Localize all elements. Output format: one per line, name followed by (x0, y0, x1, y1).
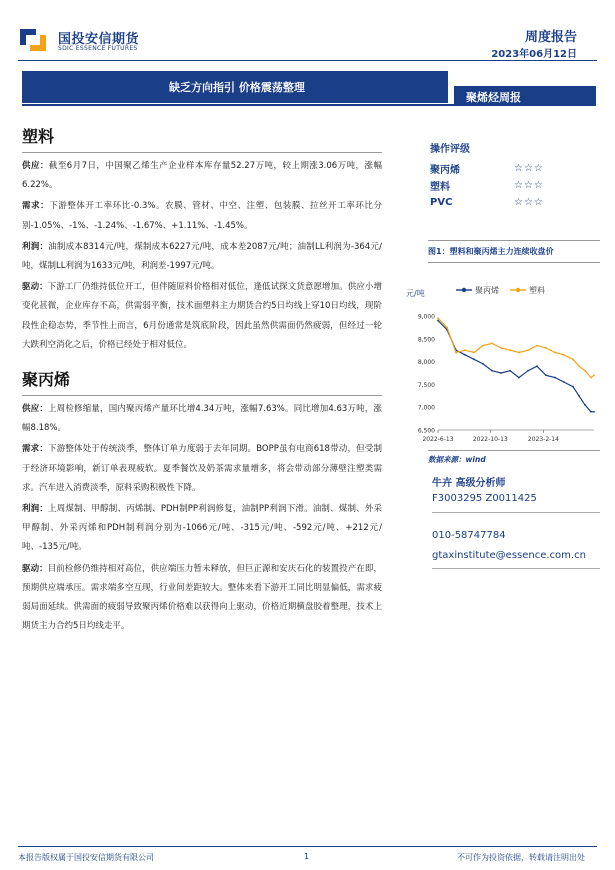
pp-profit (22, 500, 382, 558)
rating-row (430, 194, 600, 211)
data-point (491, 370, 493, 372)
para-label: 需求： (22, 444, 49, 455)
section-title-plastic: 塑料 (22, 127, 55, 146)
para-text: 截至6月7日，中国聚乙烯生产企业样本库存量52.27万吨，较上期涨3.06万吨，涨幅6.22%。 (22, 161, 382, 191)
rating-stars-icon: ☆☆☆ (514, 197, 544, 208)
data-point (554, 377, 556, 379)
y-tick-label: 8,500 (417, 336, 435, 344)
data-point (563, 381, 565, 383)
analyst-phone: 010-58747784 (432, 530, 506, 541)
data-point (578, 395, 580, 397)
data-point (509, 349, 511, 351)
footer-disclaimer: 不可作为投资依据，转载请注明出处 (457, 853, 585, 862)
rating-title: 操作评级 (430, 144, 470, 155)
plastic-profit (22, 238, 382, 276)
y-axis-unit: 元/吨 (406, 289, 425, 298)
analyst-divider (432, 512, 600, 513)
data-point (536, 345, 538, 347)
data-point (437, 320, 439, 322)
data-point (500, 372, 502, 374)
data-point (446, 327, 448, 329)
report-date: 2023年06月12日 (491, 49, 577, 60)
pp-demand (22, 440, 382, 498)
plastic-supply (22, 157, 382, 195)
section-divider (22, 395, 382, 396)
data-point (527, 370, 529, 372)
analyst-divider (432, 568, 600, 569)
data-point (518, 352, 520, 354)
series-line-聚丙烯 (438, 321, 594, 412)
plastic-driver (22, 278, 382, 355)
section-divider (22, 152, 382, 153)
page-number: 1 (304, 852, 310, 861)
data-point (563, 354, 565, 356)
section-title-pp: 聚丙烯 (22, 370, 71, 390)
data-point (545, 374, 547, 376)
legend-marker (516, 288, 520, 292)
para-text: 油制成本8314元/吨，煤制成本6227元/吨，成本差2087元/吨；油制LL利润为-364元/吨，煤制LL利润为1633元/吨，利润差-1997元/吨。 (22, 241, 382, 272)
data-point (473, 358, 475, 360)
y-tick-label: 7,500 (417, 381, 435, 389)
para-text: 下游工厂仍维持低位开工，但伴随原料价格相对低位，逢低试探文货意愿增加。供应小增变化甚微，企业库存不高，供需弱平衡，技术面塑料主力期货合约5日均线上穿10日均线，现阶段性企稳态势，季节性上而言，6月份通常是筑底阶段，因此虽然供需面仍然疲弱，但经过一轮大跌利空消化之后，价格已经处于相对低位。 (22, 282, 382, 350)
para-label: 利润： (22, 241, 49, 252)
rating-row (430, 160, 600, 177)
data-point (584, 370, 586, 372)
data-point (572, 386, 574, 388)
figure-source: 数据来源：wind (428, 455, 486, 464)
data-point (464, 354, 466, 356)
para-text: 上周煤制、甲醇制、丙烯制、PDH制PP利润修复，油制PP利润下滑。油制、煤制、外采甲醇制、外采丙烯和PDH制利润分别为-1066元/吨、-315元/吨、-592元/吨、+212元/吨、-135元/吨。 (22, 504, 382, 553)
figure-divider (428, 450, 600, 451)
rating-panel (430, 140, 600, 211)
data-point (437, 317, 439, 319)
legend-marker (462, 288, 466, 292)
figure-divider (428, 262, 600, 263)
rating-stars-icon: ☆☆☆ (514, 163, 544, 174)
para-label: 需求： (22, 201, 50, 212)
data-point (590, 411, 592, 413)
legend-label: 塑料 (529, 286, 545, 295)
legend-label: 聚丙烯 (475, 286, 499, 295)
y-tick-label: 9,000 (417, 313, 435, 321)
analyst-id: F3003295 Z0011425 (432, 493, 537, 504)
report-title: 缺乏方向指引 价格震荡整理 (169, 81, 305, 94)
data-point (509, 370, 511, 372)
para-text: 下游整体开工率环比-0.3%。农膜、管材、中空、注塑、包装膜、拉丝开工率环比分别-1.05%、-1%、-1.24%、-1.67%、+1.11%、-1.45%。 (22, 201, 382, 231)
plastic-demand (22, 197, 382, 235)
para-label: 供应： (22, 404, 49, 415)
data-point (527, 349, 529, 351)
title-banner (22, 71, 448, 103)
data-point (584, 404, 586, 406)
data-point (482, 345, 484, 347)
footer-divider (18, 846, 597, 847)
analyst-name: 牛卉 高级分析师 (432, 478, 506, 489)
para-label: 驱动： (22, 563, 48, 574)
x-tick-label: 2023-2-14 (527, 436, 559, 443)
rating-stars-icon: ☆☆☆ (514, 180, 544, 191)
banner-divider (22, 104, 596, 106)
company-logo-icon (18, 27, 48, 53)
data-point (500, 347, 502, 349)
para-text: 目前检修仍维持相对高位，供应端压力暂未释放，但巨正源和安庆石化的装置投产在即，预期供应端承压。需求端多空互现，行业间差距较大。整体来看下游开工同比明显偏低，需求疲弱局面延续。供需面的疲弱导致聚丙烯价格难以获得向上驱动，价格近期横盘胶着整理，技术上期货主力合约5日均线走平。 (22, 563, 382, 632)
para-label: 驱动： (22, 282, 48, 293)
data-point (545, 347, 547, 349)
rating-name: 聚丙烯 (430, 165, 460, 176)
rating-row (430, 177, 600, 194)
figure-title: 图1：塑料和聚丙烯主力连续收盘价 (428, 247, 554, 256)
para-text: 下游整体处于传统淡季，整体订单力度弱于去年同期。BOPP虽有电商618带动，但受制于经济环境影响，新订单表现疲软。夏季餐饮及奶茶需求量增多，将会带动部分薄壁注塑类需求。汽车进入消费淡季，原料采购积极性下降。 (22, 444, 382, 493)
report-category: 聚烯烃周报 (454, 86, 596, 106)
data-point (491, 342, 493, 344)
data-point (593, 374, 595, 376)
company-name-en: SDIC ESSENCE FUTURES (58, 45, 138, 52)
company-name: 国投安信期货 (58, 32, 140, 47)
data-point (455, 352, 457, 354)
data-point (464, 349, 466, 351)
para-text: 上周检修缩量，国内聚丙烯产量环比增4.34万吨，涨幅7.63%。同比增加4.63万吨，涨幅8.18%。 (22, 404, 382, 434)
x-tick-label: 2022-10-13 (472, 436, 508, 443)
main-content (22, 126, 382, 638)
y-tick-label: 6,500 (417, 427, 435, 435)
rating-name: PVC (430, 197, 453, 208)
series-line-塑料 (438, 318, 594, 377)
analyst-email[interactable]: gtaxinstitute@essence.com.cn (432, 550, 586, 561)
figure-divider (428, 240, 600, 241)
y-tick-label: 7,000 (417, 404, 435, 412)
y-tick-label: 8,000 (417, 359, 435, 367)
data-point (572, 358, 574, 360)
data-point (473, 352, 475, 354)
footer-copyright: 本报告版权属于国投安信期货有限公司 (18, 853, 154, 862)
header-divider (18, 60, 597, 61)
data-point (482, 363, 484, 365)
data-point (578, 365, 580, 367)
data-point (536, 365, 538, 367)
data-point (590, 377, 592, 379)
report-type: 周度报告 (524, 30, 577, 45)
price-chart (404, 278, 600, 448)
data-point (554, 352, 556, 354)
pp-driver (22, 560, 382, 637)
x-tick-label: 2022-6-13 (422, 436, 454, 443)
data-point (593, 411, 595, 413)
data-point (518, 377, 520, 379)
para-label: 利润： (22, 504, 49, 515)
rating-name: 塑料 (430, 182, 450, 193)
para-label: 供应： (22, 161, 49, 171)
pp-supply (22, 400, 382, 438)
